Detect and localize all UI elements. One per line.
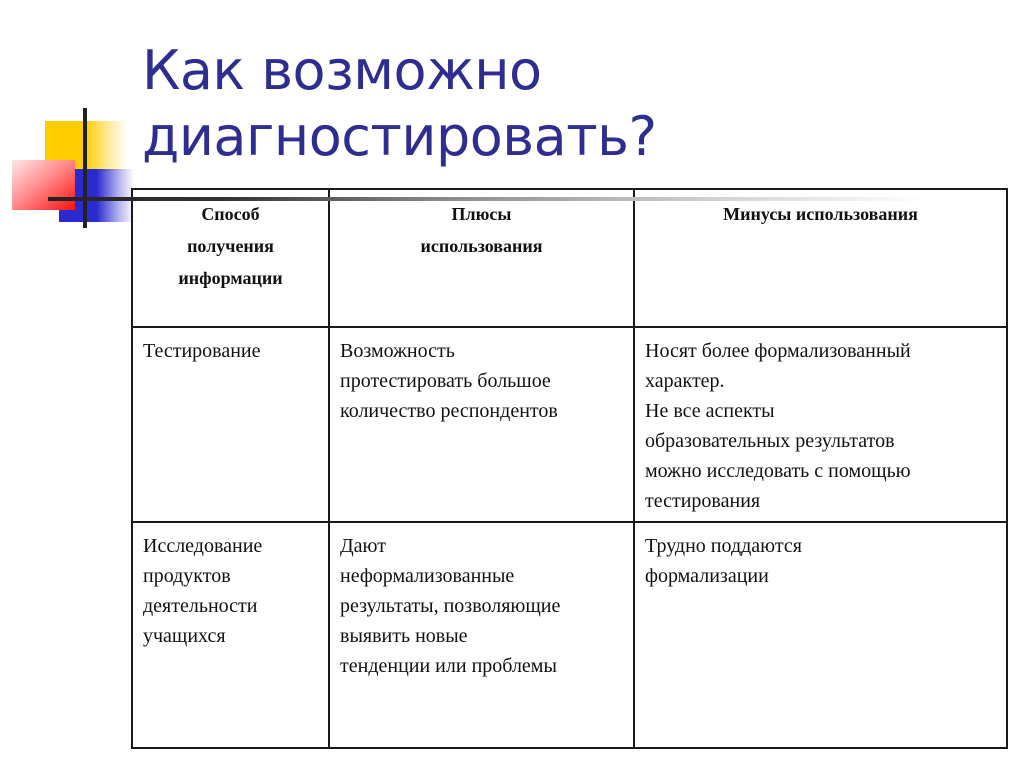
cell-text: протестировать большое	[340, 370, 551, 392]
header-text: получения	[187, 236, 274, 256]
cell-text: Носят более формализованный	[645, 340, 911, 362]
cell-text: количество респондентов	[340, 400, 558, 422]
cell-text: образовательных результатов	[645, 430, 895, 452]
cell-text: учащихся	[143, 625, 226, 647]
cell-pros	[329, 522, 634, 748]
cell-text: формализации	[645, 565, 769, 587]
decor-horizontal-line	[48, 197, 928, 201]
cell-text: тестирования	[645, 490, 761, 512]
cell-text: Исследование	[143, 535, 263, 557]
cell-method	[132, 327, 329, 522]
title-line-1: Как возможно	[142, 39, 542, 102]
cell-text: Трудно поддаются	[645, 535, 802, 557]
cell-text: характер.	[645, 370, 725, 392]
cell-method	[132, 522, 329, 748]
header-text: Плюсы	[451, 204, 512, 224]
cell-cons	[634, 327, 1007, 522]
decor-red-square-icon	[12, 160, 75, 210]
title-line-2: диагностировать?	[142, 105, 657, 168]
header-text: Минусы использования	[723, 204, 918, 224]
slide-title	[142, 38, 1002, 170]
cell-text: Дают	[340, 535, 386, 557]
header-text: Способ	[201, 204, 260, 224]
cell-text: можно исследовать с помощью	[645, 460, 911, 482]
header-text: информации	[178, 268, 283, 288]
cell-text: Тестирование	[143, 340, 261, 362]
header-method	[132, 189, 329, 327]
cell-text: Возможность	[340, 340, 455, 362]
header-text: использования	[420, 236, 543, 256]
header-pros	[329, 189, 634, 327]
cell-cons	[634, 522, 1007, 748]
cell-text: продуктов	[143, 565, 231, 587]
comparison-table	[131, 188, 1008, 749]
cell-text: деятельности	[143, 595, 258, 617]
cell-text: тенденции или проблемы	[340, 655, 557, 677]
table-header-row	[132, 189, 1007, 327]
decor-vertical-line	[83, 108, 87, 228]
cell-text: результаты, позволяющие	[340, 595, 561, 617]
cell-text: выявить новые	[340, 625, 468, 647]
header-cons	[634, 189, 1007, 327]
cell-text: Не все аспекты	[645, 400, 775, 422]
cell-pros	[329, 327, 634, 522]
cell-text: неформализованные	[340, 565, 515, 587]
table-row	[132, 522, 1007, 748]
table-row	[132, 327, 1007, 522]
